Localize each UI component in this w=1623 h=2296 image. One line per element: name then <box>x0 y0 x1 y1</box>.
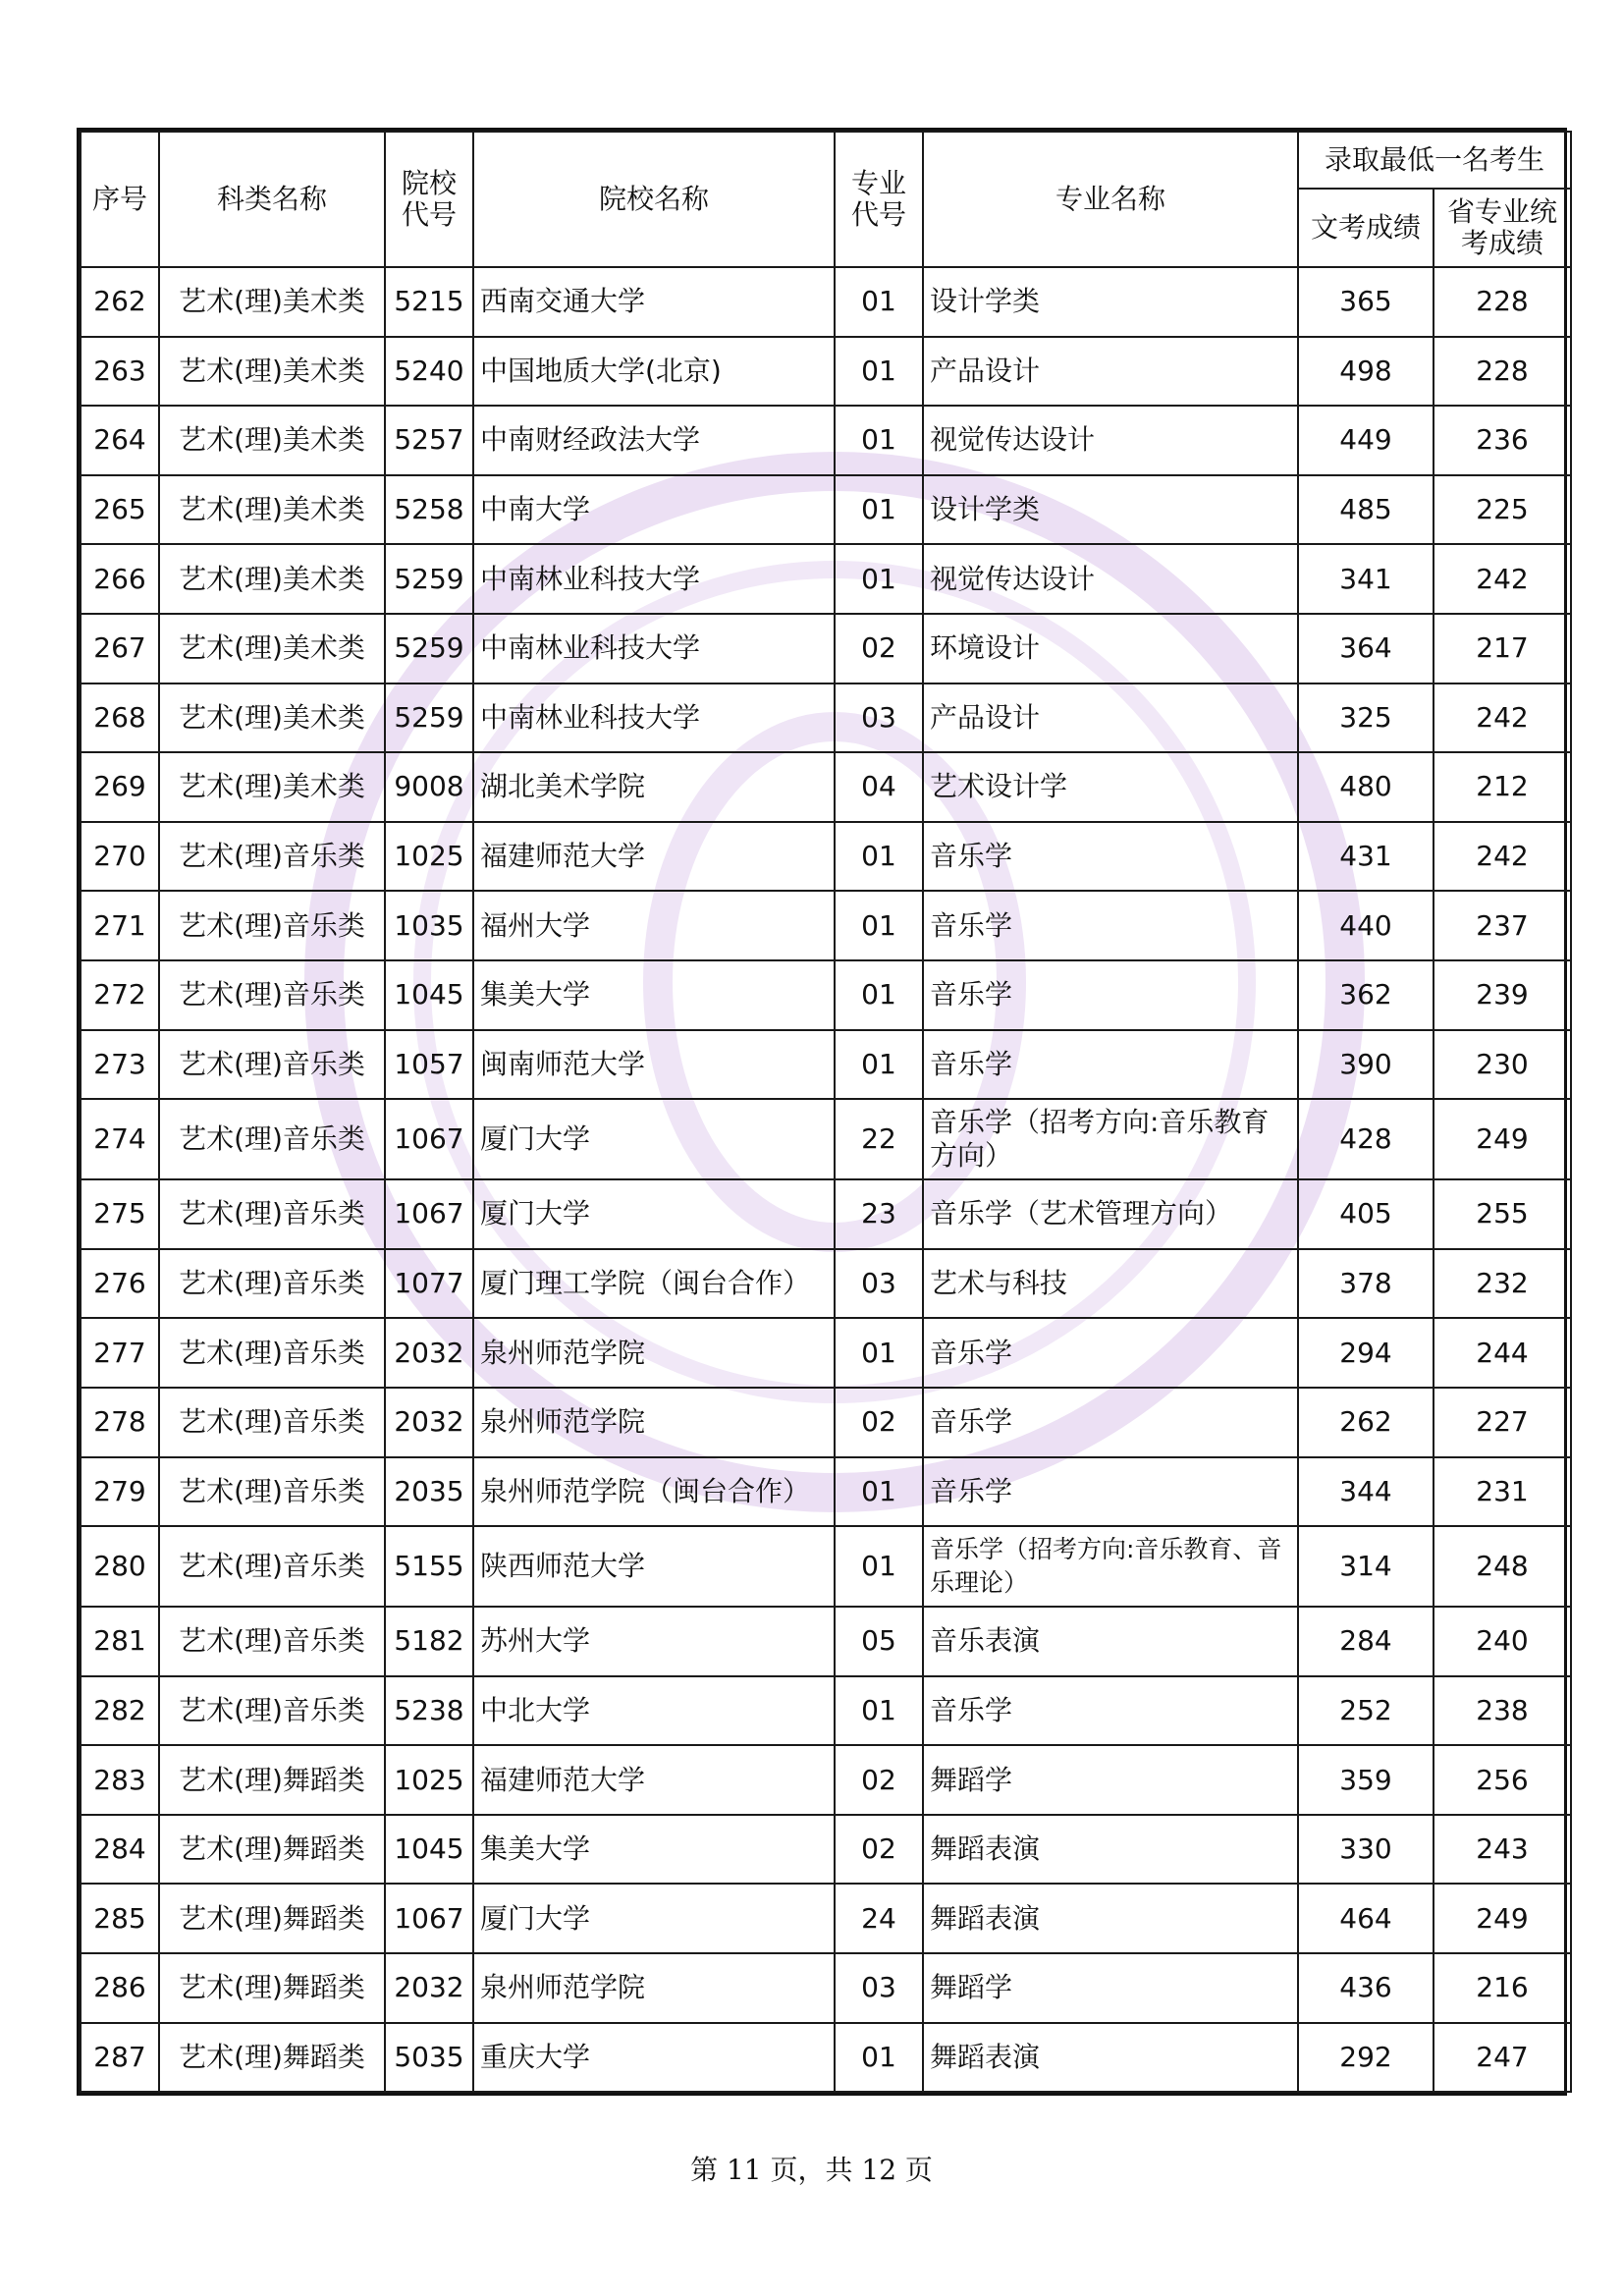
cell-seq: 269 <box>81 752 159 822</box>
cell-school-code: 2032 <box>385 1953 473 2023</box>
cell-school-code: 5238 <box>385 1676 473 1746</box>
cell-major-code: 01 <box>835 1676 923 1746</box>
cell-category: 艺术(理)音乐类 <box>159 960 385 1030</box>
cell-major-code: 01 <box>835 406 923 475</box>
cell-seq: 286 <box>81 1953 159 2023</box>
cell-major-name: 艺术设计学 <box>923 752 1298 822</box>
cell-seq: 268 <box>81 683 159 753</box>
cell-provincial-score: 225 <box>1434 475 1571 545</box>
cell-school-code: 1067 <box>385 1884 473 1953</box>
header-culture-score: 文考成绩 <box>1298 189 1434 267</box>
cell-culture-score: 480 <box>1298 752 1434 822</box>
cell-major-code: 01 <box>835 891 923 960</box>
cell-school-code: 1025 <box>385 1745 473 1815</box>
cell-school-code: 5182 <box>385 1607 473 1676</box>
cell-culture-score: 498 <box>1298 337 1434 407</box>
cell-seq: 277 <box>81 1318 159 1388</box>
cell-culture-score: 341 <box>1298 544 1434 614</box>
cell-category: 艺术(理)美术类 <box>159 267 385 337</box>
cell-seq: 276 <box>81 1249 159 1319</box>
cell-school-name: 中南林业科技大学 <box>473 544 835 614</box>
table-row <box>81 1099 1571 1179</box>
cell-major-name: 音乐学（招考方向:音乐教育方向） <box>923 1099 1298 1179</box>
cell-school-code: 1067 <box>385 1179 473 1249</box>
cell-major-name: 音乐学 <box>923 1388 1298 1457</box>
cell-culture-score: 359 <box>1298 1745 1434 1815</box>
cell-school-code: 1025 <box>385 822 473 892</box>
cell-school-name: 陕西师范大学 <box>473 1526 835 1607</box>
cell-major-name: 音乐学 <box>923 822 1298 892</box>
cell-school-name: 中国地质大学(北京) <box>473 337 835 407</box>
table-row <box>81 1676 1571 1746</box>
cell-seq: 262 <box>81 267 159 337</box>
cell-school-name: 中南财经政法大学 <box>473 406 835 475</box>
score-table <box>80 131 1572 2093</box>
cell-seq: 271 <box>81 891 159 960</box>
cell-culture-score: 294 <box>1298 1318 1434 1388</box>
cell-category: 艺术(理)音乐类 <box>159 822 385 892</box>
cell-major-name: 舞蹈表演 <box>923 1815 1298 1885</box>
cell-school-code: 5215 <box>385 267 473 337</box>
cell-school-name: 厦门大学 <box>473 1099 835 1179</box>
cell-major-code: 02 <box>835 1815 923 1885</box>
table-row <box>81 960 1571 1030</box>
cell-school-name: 集美大学 <box>473 960 835 1030</box>
cell-culture-score: 325 <box>1298 683 1434 753</box>
cell-category: 艺术(理)美术类 <box>159 683 385 753</box>
cell-seq: 282 <box>81 1676 159 1746</box>
cell-major-name: 视觉传达设计 <box>923 406 1298 475</box>
cell-category: 艺术(理)美术类 <box>159 475 385 545</box>
cell-school-name: 湖北美术学院 <box>473 752 835 822</box>
cell-major-code: 01 <box>835 544 923 614</box>
table-body <box>81 267 1571 2092</box>
cell-school-code: 1035 <box>385 891 473 960</box>
cell-category: 艺术(理)音乐类 <box>159 1607 385 1676</box>
cell-provincial-score: 249 <box>1434 1099 1571 1179</box>
cell-provincial-score: 244 <box>1434 1318 1571 1388</box>
cell-seq: 284 <box>81 1815 159 1885</box>
cell-culture-score: 364 <box>1298 614 1434 683</box>
cell-major-name: 舞蹈表演 <box>923 2023 1298 2093</box>
cell-major-name: 舞蹈表演 <box>923 1884 1298 1953</box>
header-provincial-score-text: 省专业统考成绩 <box>1446 195 1557 259</box>
table-row <box>81 1526 1571 1607</box>
table-row <box>81 2023 1571 2093</box>
cell-category: 艺术(理)音乐类 <box>159 1457 385 1527</box>
cell-seq: 270 <box>81 822 159 892</box>
cell-provincial-score: 255 <box>1434 1179 1571 1249</box>
cell-major-code: 01 <box>835 337 923 407</box>
cell-provincial-score: 242 <box>1434 822 1571 892</box>
cell-seq: 287 <box>81 2023 159 2093</box>
cell-seq: 263 <box>81 337 159 407</box>
cell-major-code: 01 <box>835 1318 923 1388</box>
cell-provincial-score: 249 <box>1434 1884 1571 1953</box>
cell-culture-score: 292 <box>1298 2023 1434 2093</box>
table-row <box>81 267 1571 337</box>
cell-school-name: 福建师范大学 <box>473 822 835 892</box>
cell-school-name: 泉州师范学院 <box>473 1388 835 1457</box>
cell-school-code: 9008 <box>385 752 473 822</box>
cell-major-code: 01 <box>835 475 923 545</box>
cell-major-code: 01 <box>835 267 923 337</box>
cell-category: 艺术(理)美术类 <box>159 337 385 407</box>
cell-major-name: 音乐学（艺术管理方向） <box>923 1179 1298 1249</box>
cell-culture-score: 440 <box>1298 891 1434 960</box>
cell-culture-score: 436 <box>1298 1953 1434 2023</box>
cell-major-code: 01 <box>835 960 923 1030</box>
cell-major-name: 视觉传达设计 <box>923 544 1298 614</box>
cell-culture-score: 431 <box>1298 822 1434 892</box>
cell-major-code: 01 <box>835 1526 923 1607</box>
cell-category: 艺术(理)舞蹈类 <box>159 2023 385 2093</box>
cell-category: 艺术(理)音乐类 <box>159 1526 385 1607</box>
cell-seq: 265 <box>81 475 159 545</box>
cell-culture-score: 284 <box>1298 1607 1434 1676</box>
cell-school-name: 集美大学 <box>473 1815 835 1885</box>
cell-school-code: 5259 <box>385 683 473 753</box>
cell-school-code: 5155 <box>385 1526 473 1607</box>
table-row <box>81 614 1571 683</box>
cell-seq: 267 <box>81 614 159 683</box>
table-row <box>81 1884 1571 1953</box>
cell-seq: 275 <box>81 1179 159 1249</box>
cell-provincial-score: 212 <box>1434 752 1571 822</box>
cell-culture-score: 449 <box>1298 406 1434 475</box>
cell-school-code: 1045 <box>385 1815 473 1885</box>
score-table-container <box>77 128 1567 2096</box>
table-row <box>81 337 1571 407</box>
table-header <box>81 132 1571 267</box>
cell-major-name: 产品设计 <box>923 337 1298 407</box>
cell-category: 艺术(理)音乐类 <box>159 1179 385 1249</box>
cell-culture-score: 485 <box>1298 475 1434 545</box>
cell-culture-score: 405 <box>1298 1179 1434 1249</box>
cell-major-code: 01 <box>835 1030 923 1100</box>
table-row <box>81 544 1571 614</box>
cell-major-name: 舞蹈学 <box>923 1745 1298 1815</box>
cell-major-code: 24 <box>835 1884 923 1953</box>
table-row <box>81 1953 1571 2023</box>
cell-school-name: 福州大学 <box>473 891 835 960</box>
cell-school-code: 1067 <box>385 1099 473 1179</box>
cell-major-name: 音乐学（招考方向:音乐教育、音乐理论） <box>923 1526 1298 1607</box>
cell-category: 艺术(理)音乐类 <box>159 1249 385 1319</box>
table-row <box>81 1815 1571 1885</box>
cell-school-code: 5258 <box>385 475 473 545</box>
cell-seq: 264 <box>81 406 159 475</box>
cell-seq: 279 <box>81 1457 159 1527</box>
cell-school-code: 1045 <box>385 960 473 1030</box>
cell-school-name: 泉州师范学院 <box>473 1318 835 1388</box>
cell-seq: 283 <box>81 1745 159 1815</box>
cell-provincial-score: 256 <box>1434 1745 1571 1815</box>
cell-major-code: 03 <box>835 1249 923 1319</box>
cell-major-name: 产品设计 <box>923 683 1298 753</box>
cell-provincial-score: 240 <box>1434 1607 1571 1676</box>
table-row <box>81 822 1571 892</box>
cell-major-name: 音乐学 <box>923 1030 1298 1100</box>
cell-major-name: 音乐学 <box>923 960 1298 1030</box>
cell-culture-score: 262 <box>1298 1388 1434 1457</box>
cell-culture-score: 378 <box>1298 1249 1434 1319</box>
cell-provincial-score: 216 <box>1434 1953 1571 2023</box>
cell-major-code: 02 <box>835 1388 923 1457</box>
cell-category: 艺术(理)音乐类 <box>159 1030 385 1100</box>
header-major-code-text: 专业代号 <box>850 167 906 231</box>
cell-school-code: 5259 <box>385 614 473 683</box>
cell-category: 艺术(理)美术类 <box>159 614 385 683</box>
cell-major-name: 音乐学 <box>923 1676 1298 1746</box>
cell-school-code: 1077 <box>385 1249 473 1319</box>
cell-category: 艺术(理)美术类 <box>159 752 385 822</box>
table-row <box>81 1457 1571 1527</box>
cell-school-name: 中南林业科技大学 <box>473 683 835 753</box>
cell-category: 艺术(理)美术类 <box>159 544 385 614</box>
cell-provincial-score: 247 <box>1434 2023 1571 2093</box>
header-group: 录取最低一名考生 <box>1298 132 1571 189</box>
cell-major-name: 舞蹈学 <box>923 1953 1298 2023</box>
cell-school-name: 中南大学 <box>473 475 835 545</box>
cell-provincial-score: 231 <box>1434 1457 1571 1527</box>
table-row <box>81 1318 1571 1388</box>
cell-major-name: 音乐学 <box>923 1318 1298 1388</box>
table-row <box>81 1745 1571 1815</box>
header-provincial-score <box>1434 189 1571 267</box>
cell-provincial-score: 228 <box>1434 337 1571 407</box>
cell-school-name: 苏州大学 <box>473 1607 835 1676</box>
cell-school-code: 5259 <box>385 544 473 614</box>
cell-culture-score: 344 <box>1298 1457 1434 1527</box>
header-category: 科类名称 <box>159 132 385 267</box>
cell-major-code: 02 <box>835 614 923 683</box>
header-school-code <box>385 132 473 267</box>
cell-major-code: 04 <box>835 752 923 822</box>
cell-culture-score: 330 <box>1298 1815 1434 1885</box>
cell-provincial-score: 236 <box>1434 406 1571 475</box>
table-row <box>81 891 1571 960</box>
cell-major-name: 设计学类 <box>923 267 1298 337</box>
cell-school-name: 福建师范大学 <box>473 1745 835 1815</box>
cell-major-code: 01 <box>835 2023 923 2093</box>
cell-provincial-score: 228 <box>1434 267 1571 337</box>
cell-provincial-score: 237 <box>1434 891 1571 960</box>
table-row <box>81 406 1571 475</box>
cell-category: 艺术(理)音乐类 <box>159 1099 385 1179</box>
header-major-name: 专业名称 <box>923 132 1298 267</box>
cell-school-code: 1057 <box>385 1030 473 1100</box>
cell-major-code: 01 <box>835 1457 923 1527</box>
cell-major-code: 22 <box>835 1099 923 1179</box>
cell-category: 艺术(理)音乐类 <box>159 1676 385 1746</box>
cell-culture-score: 464 <box>1298 1884 1434 1953</box>
cell-major-code: 05 <box>835 1607 923 1676</box>
cell-category: 艺术(理)音乐类 <box>159 891 385 960</box>
cell-major-name: 音乐学 <box>923 1457 1298 1527</box>
cell-school-name: 闽南师范大学 <box>473 1030 835 1100</box>
cell-provincial-score: 232 <box>1434 1249 1571 1319</box>
header-seq: 序号 <box>81 132 159 267</box>
cell-culture-score: 252 <box>1298 1676 1434 1746</box>
cell-provincial-score: 227 <box>1434 1388 1571 1457</box>
cell-provincial-score: 248 <box>1434 1526 1571 1607</box>
page-footer: 第 11 页，共 12 页 <box>690 2154 933 2186</box>
header-school-name: 院校名称 <box>473 132 835 267</box>
cell-culture-score: 362 <box>1298 960 1434 1030</box>
cell-seq: 285 <box>81 1884 159 1953</box>
cell-major-name: 音乐学 <box>923 891 1298 960</box>
cell-culture-score: 365 <box>1298 267 1434 337</box>
cell-category: 艺术(理)美术类 <box>159 406 385 475</box>
cell-major-code: 03 <box>835 1953 923 2023</box>
cell-major-name: 艺术与科技 <box>923 1249 1298 1319</box>
cell-category: 艺术(理)舞蹈类 <box>159 1745 385 1815</box>
cell-seq: 278 <box>81 1388 159 1457</box>
cell-school-name: 西南交通大学 <box>473 267 835 337</box>
header-school-code-text: 院校代号 <box>401 167 457 231</box>
cell-school-name: 泉州师范学院 <box>473 1953 835 2023</box>
cell-category: 艺术(理)舞蹈类 <box>159 1815 385 1885</box>
cell-culture-score: 428 <box>1298 1099 1434 1179</box>
cell-school-code: 2035 <box>385 1457 473 1527</box>
table-row <box>81 1030 1571 1100</box>
cell-school-name: 中南林业科技大学 <box>473 614 835 683</box>
cell-seq: 280 <box>81 1526 159 1607</box>
cell-major-code: 03 <box>835 683 923 753</box>
table-row <box>81 475 1571 545</box>
cell-school-name: 泉州师范学院（闽台合作） <box>473 1457 835 1527</box>
cell-school-code: 5257 <box>385 406 473 475</box>
cell-provincial-score: 243 <box>1434 1815 1571 1885</box>
table-row <box>81 1388 1571 1457</box>
cell-seq: 274 <box>81 1099 159 1179</box>
cell-provincial-score: 242 <box>1434 683 1571 753</box>
cell-school-name: 中北大学 <box>473 1676 835 1746</box>
cell-school-code: 2032 <box>385 1388 473 1457</box>
cell-school-name: 重庆大学 <box>473 2023 835 2093</box>
cell-major-name: 音乐表演 <box>923 1607 1298 1676</box>
cell-category: 艺术(理)音乐类 <box>159 1318 385 1388</box>
cell-seq: 266 <box>81 544 159 614</box>
table-row <box>81 752 1571 822</box>
cell-major-name: 环境设计 <box>923 614 1298 683</box>
header-major-code <box>835 132 923 267</box>
cell-school-code: 5240 <box>385 337 473 407</box>
cell-culture-score: 314 <box>1298 1526 1434 1607</box>
cell-category: 艺术(理)音乐类 <box>159 1388 385 1457</box>
cell-seq: 273 <box>81 1030 159 1100</box>
cell-seq: 272 <box>81 960 159 1030</box>
table-row <box>81 1179 1571 1249</box>
cell-provincial-score: 238 <box>1434 1676 1571 1746</box>
cell-culture-score: 390 <box>1298 1030 1434 1100</box>
cell-provincial-score: 217 <box>1434 614 1571 683</box>
table-row <box>81 1607 1571 1676</box>
cell-major-name: 设计学类 <box>923 475 1298 545</box>
cell-major-code: 23 <box>835 1179 923 1249</box>
cell-provincial-score: 239 <box>1434 960 1571 1030</box>
cell-provincial-score: 242 <box>1434 544 1571 614</box>
cell-category: 艺术(理)舞蹈类 <box>159 1953 385 2023</box>
cell-school-name: 厦门理工学院（闽台合作） <box>473 1249 835 1319</box>
cell-school-name: 厦门大学 <box>473 1884 835 1953</box>
cell-school-code: 2032 <box>385 1318 473 1388</box>
cell-school-name: 厦门大学 <box>473 1179 835 1249</box>
cell-provincial-score: 230 <box>1434 1030 1571 1100</box>
cell-seq: 281 <box>81 1607 159 1676</box>
table-row <box>81 683 1571 753</box>
cell-school-code: 5035 <box>385 2023 473 2093</box>
table-row <box>81 1249 1571 1319</box>
cell-category: 艺术(理)舞蹈类 <box>159 1884 385 1953</box>
cell-major-code: 01 <box>835 822 923 892</box>
cell-major-code: 02 <box>835 1745 923 1815</box>
